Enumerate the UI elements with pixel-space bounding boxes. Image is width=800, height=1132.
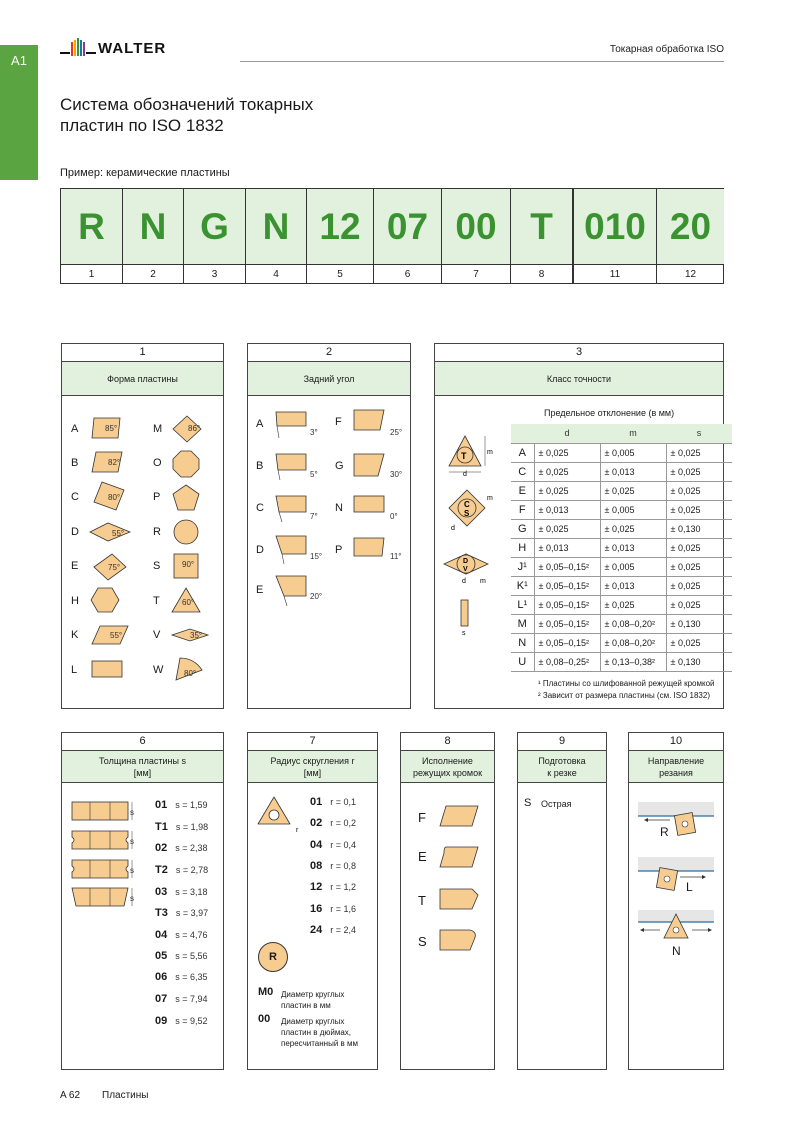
shape-o-icon [172, 450, 200, 478]
table-row: F ± 0,013 ± 0,005 ± 0,025 [511, 500, 732, 519]
thickness-row: 05 s = 5,56 [155, 950, 208, 962]
thickness-row: 02 s = 2,38 [155, 842, 208, 854]
shape-h-icon [90, 586, 120, 614]
direction-r-icon [636, 800, 718, 846]
thickness-icon [456, 598, 476, 638]
triangle-insert-icon [445, 432, 495, 476]
edge-t-icon [438, 887, 480, 911]
clearance-a-icon [274, 410, 310, 440]
header-section: Токарная обработка ISO [609, 44, 724, 55]
clearance-header: Задний угол [248, 362, 410, 396]
shape-p-icon [172, 484, 200, 512]
clearance-c-icon [274, 494, 310, 524]
clearance-g-icon [352, 452, 388, 484]
clearance-f-icon [352, 408, 388, 440]
table-row: A ± 0,025 ± 0,005 ± 0,025 [511, 443, 732, 462]
radius-row: 12 r = 1,2 [310, 881, 357, 893]
clearance-n-icon [352, 494, 388, 520]
table-row: J¹ ± 0,05–0,15² ± 0,005 ± 0,025 [511, 557, 732, 576]
code-cell: 12 5 [306, 189, 373, 284]
radius-row: 02 r = 0,2 [310, 817, 357, 829]
title-line-1: Система обозначений токарных [60, 95, 314, 114]
radius-row: 01 r = 0,1 [310, 796, 357, 808]
shape-r-icon [172, 518, 200, 546]
code-cell: R 1 [61, 189, 122, 284]
clearance-d-icon [274, 534, 310, 566]
thickness-row: 07 s = 7,94 [155, 993, 208, 1005]
round-insert-icon: R [258, 942, 288, 972]
edge-f-icon [438, 804, 480, 828]
code-cell: T 8 [510, 189, 572, 284]
svg-text:m: m [487, 495, 493, 502]
thickness-row: 04 s = 4,76 [155, 929, 208, 941]
z0-text: Диаметр круглых пластин в дюймах, пересчитанный в мм [281, 1017, 358, 1048]
radius-row: 16 r = 1,6 [310, 903, 357, 915]
m0-text: Диаметр круглых пластин в мм [281, 990, 345, 1010]
table-row: N ± 0,05–0,15² ± 0,08–0,20² ± 0,025 [511, 633, 732, 652]
svg-text:S: S [464, 509, 470, 518]
code-cell: N 4 [245, 189, 306, 284]
table-row: L¹ ± 0,05–0,15² ± 0,025 ± 0,025 [511, 595, 732, 614]
table-row: K¹ ± 0,05–0,15² ± 0,013 ± 0,025 [511, 576, 732, 595]
title-line-2: пластин по ISO 1832 [60, 116, 224, 135]
svg-text:d: d [463, 471, 467, 476]
tolerance-box: 3 Класс точности [434, 343, 724, 709]
shape-box: 1 Форма пластины [61, 343, 224, 709]
thickness-row: T1 s = 1,98 [155, 821, 209, 833]
shape-l-icon [90, 658, 126, 680]
table-row: C ± 0,025 ± 0,013 ± 0,025 [511, 462, 732, 481]
prep-box: 9 Подготовка к резке [517, 732, 607, 1070]
direction-n-icon [636, 908, 718, 944]
radius-row: 08 r = 0,8 [310, 860, 357, 872]
svg-text:d: d [462, 578, 466, 585]
edge-e-icon [438, 845, 480, 869]
table-row: U ± 0,08–0,25² ± 0,13–0,38² ± 0,130 [511, 652, 732, 671]
clearance-box: 2 Задний угол [247, 343, 411, 709]
example-caption: Пример: керамические пластины [60, 167, 230, 179]
square-insert-icon [443, 486, 493, 536]
code-cell: G 3 [183, 189, 245, 284]
table-row: E ± 0,025 ± 0,025 ± 0,025 [511, 481, 732, 500]
thickness-row: 01 s = 1,59 [155, 799, 208, 811]
table-row: M ± 0,05–0,15² ± 0,08–0,20² ± 0,130 [511, 614, 732, 633]
brand-name: WALTER [98, 40, 167, 57]
diamond-insert-icon [442, 550, 502, 586]
radius-box: 7 Радиус скругления r [мм] [247, 732, 378, 1070]
svg-text:s: s [462, 630, 466, 637]
svg-text:C: C [464, 500, 470, 509]
thickness-profiles-icon [70, 798, 136, 910]
footnote-2: ² Зависит от размера пластины (см. ISO 1832) [538, 691, 710, 700]
thickness-row: T3 s = 3,97 [155, 907, 209, 919]
thickness-row: 06 s = 6,35 [155, 971, 208, 983]
code-cell: 00 7 [441, 189, 510, 284]
code-example [60, 188, 724, 284]
shape-header: Форма пластины [62, 362, 223, 396]
prep-text: Острая [541, 799, 572, 809]
svg-text:V: V [463, 566, 468, 573]
logo-mark-icon [60, 38, 96, 60]
clearance-p-icon [352, 536, 388, 564]
svg-text:D: D [463, 558, 469, 565]
radius-row: 24 r = 2,4 [310, 924, 357, 936]
direction-l-icon [636, 855, 718, 901]
table-row: H ± 0,013 ± 0,013 ± 0,025 [511, 538, 732, 557]
tolerance-caption: Предельное отклонение (в мм) [544, 408, 675, 418]
edge-s-icon [438, 928, 480, 952]
code-cell: 010 11 [572, 189, 656, 284]
code-cell: N 2 [122, 189, 183, 284]
header-rule [240, 61, 724, 62]
thickness-row: T2 s = 2,78 [155, 864, 209, 876]
edge-box: 8 Исполнение режущих кромок [400, 732, 495, 1070]
svg-text:r: r [296, 827, 299, 834]
svg-text:d: d [451, 525, 455, 532]
table-row: G ± 0,025 ± 0,025 ± 0,130 [511, 519, 732, 538]
shape-d-icon [88, 520, 132, 544]
svg-text:T: T [461, 451, 467, 461]
svg-text:m: m [487, 449, 493, 456]
page-title [60, 94, 380, 136]
section-tab: A1 [0, 45, 38, 180]
walter-logo [60, 38, 200, 60]
thickness-box: 6 Толщина пластины s [мм] [61, 732, 224, 1070]
clearance-e-icon [274, 574, 310, 608]
thickness-row: 03 s = 3,18 [155, 886, 208, 898]
code-cell: 20 12 [656, 189, 724, 284]
page-number: A 62 [60, 1090, 81, 1101]
radius-insert-icon [256, 794, 304, 834]
code-cell: 07 6 [373, 189, 441, 284]
svg-text:m: m [480, 578, 486, 585]
tolerance-header: Класс точности [435, 362, 723, 396]
radius-row: 04 r = 0,4 [310, 839, 357, 851]
footnote-1: ¹ Пластины со шлифованной режущей кромкой [538, 679, 715, 688]
thickness-row: 09 s = 9,52 [155, 1015, 208, 1027]
footer-section: Пластины [102, 1090, 149, 1101]
tolerance-table: d m s A ± 0,025 ± 0,005 ± 0,025 C ± 0,025 ± 0,013 ± 0,025 E ± 0,025 ± 0,025 ± 0,025 F ± 0,013 ± 0,005 ± 0,025 G ± 0,025 ± 0,025 ± 0,130 H ± 0,013 ± 0,013 ± 0,025 J¹ ± 0,05–0,15² ± 0,005 ± 0,025 K¹ ± 0,05–0,15² ± 0,013 ± 0,025 L¹ ± 0,05–0,15² ± 0,025 ± 0,025 M ± 0,05–0,15² ± 0,08–0,20² ± 0,130 N ± 0,05–0,15² ± 0,08–0,20² ± 0,025 U ± 0,08–0,25² ± 0,13–0,38² ± 0,130 [511, 424, 732, 672]
direction-box: 10 Направление резания [628, 732, 724, 1070]
clearance-b-icon [274, 452, 310, 482]
